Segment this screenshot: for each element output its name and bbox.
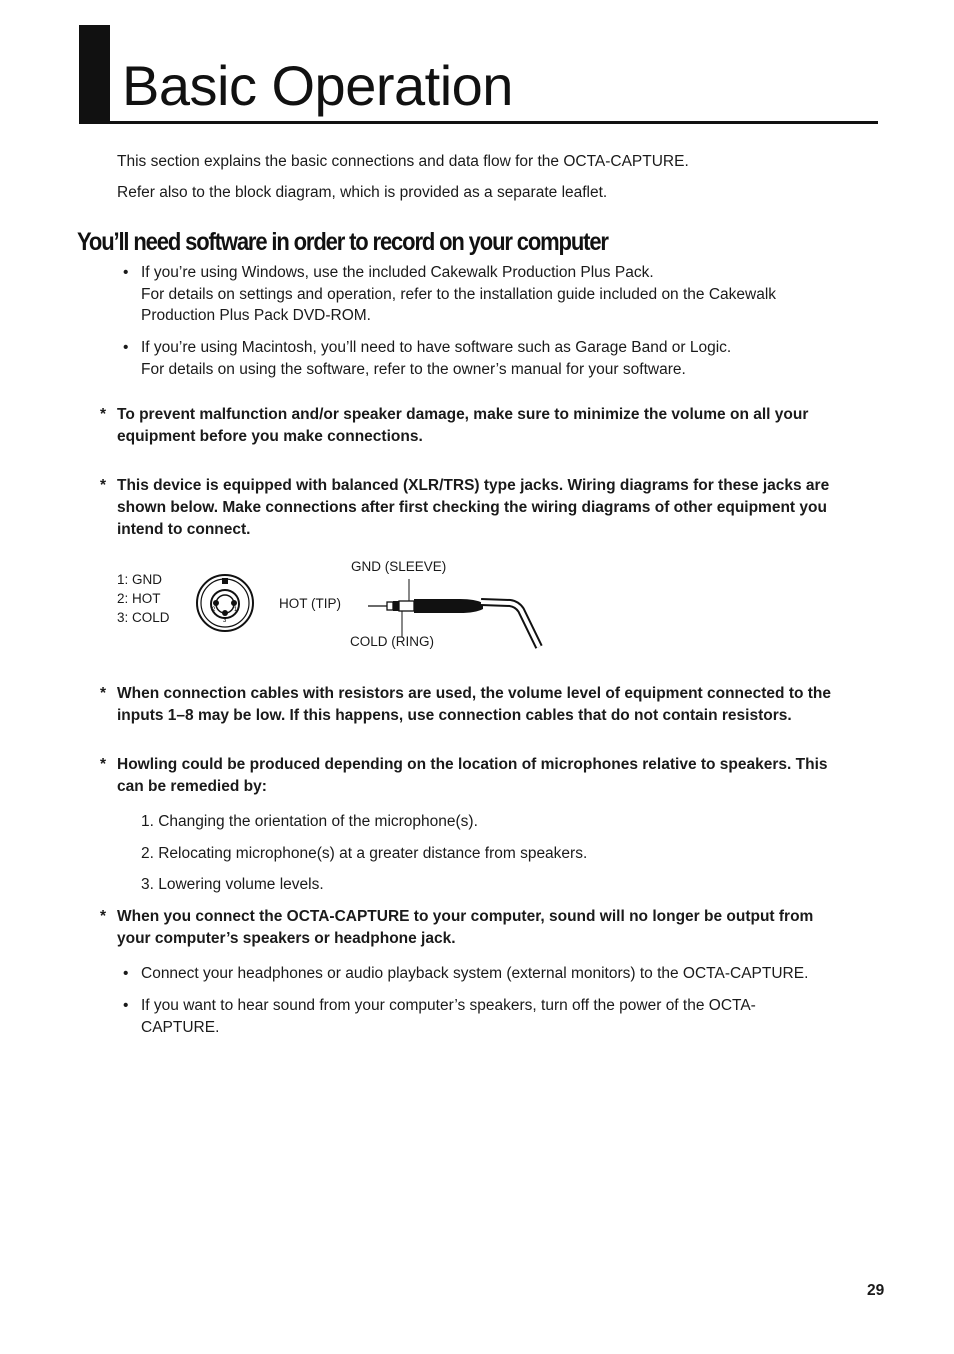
trs-hot-label: HOT (TIP) [279,596,341,611]
note-line: inputs 1–8 may be low. If this happens, use connection cables that do not contain resistors. [117,707,792,724]
xlr-pin-1-label: 1: GND [117,572,163,587]
note-line: your computer’s speakers or headphone jack. [117,930,456,947]
bullet-line: If you’re using Windows, use the included Cakewalk Production Plus Pack. [141,264,654,281]
note-line: can be remedied by: [117,778,267,795]
title-rule [79,121,878,124]
xlr-pin-number: 3 [223,618,227,624]
note-line: Howling could be produced depending on the location of microphones relative to speakers. This [117,756,828,773]
xlr-pin-2-label: 2: HOT [117,591,161,606]
bullet-dot: • [123,264,129,281]
bullet-dot: • [123,339,129,356]
trs-plug-icon [365,575,545,651]
howling-step-3: 3. Lowering volume levels. [141,876,324,893]
note-line: This device is equipped with balanced (XLR/TRS) type jacks. Wiring diagrams for these jacks are [117,477,830,494]
intro-line-1: This section explains the basic connections and data flow for the OCTA-CAPTURE. [117,153,689,170]
trs-gnd-label: GND (SLEEVE) [351,559,447,574]
bullet-dot: • [123,997,129,1014]
xlr-pin-number: 1 [234,607,238,613]
note-asterisk: * [100,756,107,773]
note-asterisk: * [100,685,107,702]
title-bar [79,25,110,123]
bullet-line: Connect your headphones or audio playback system (external monitors) to the OCTA-CAPTURE. [141,965,809,982]
note-line: equipment before you make connections. [117,428,423,445]
note-line: To prevent malfunction and/or speaker damage, make sure to minimize the volume on all your [117,406,809,423]
page-title: Basic Operation [122,54,513,117]
bullet-line: For details on settings and operation, refer to the installation guide included on the Cakewalk [141,286,777,303]
bullet-line: Production Plus Pack DVD-ROM. [141,307,371,324]
bullet-line: If you want to hear sound from your computer’s speakers, turn off the power of the OCTA- [141,997,756,1014]
xlr-pin-number: 2 [212,607,216,613]
section-heading: You’ll need software in order to record on your computer [77,228,608,256]
bullet-line: If you’re using Macintosh, you’ll need to have software such as Garage Band or Logic. [141,339,732,356]
page-number: 29 [867,1282,885,1299]
howling-step-1: 1. Changing the orientation of the microphone(s). [141,813,478,830]
xlr-jack-icon [195,573,257,633]
bullet-dot: • [123,965,129,982]
intro-line-2: Refer also to the block diagram, which is provided as a separate leaflet. [117,184,608,201]
note-asterisk: * [100,406,107,423]
bullet-line: For details on using the software, refer to the owner’s manual for your software. [141,361,686,378]
note-asterisk: * [100,477,107,494]
note-line: intend to connect. [117,521,251,538]
note-line: shown below. Make connections after first checking the wiring diagrams of other equipment you [117,499,827,516]
note-line: When you connect the OCTA-CAPTURE to your computer, sound will no longer be output from [117,908,814,925]
note-line: When connection cables with resistors are used, the volume level of equipment connected to the [117,685,832,702]
note-asterisk: * [100,908,107,925]
trs-cold-label: COLD (RING) [350,634,434,649]
bullet-line: CAPTURE. [141,1019,220,1036]
xlr-pin-3-label: 3: COLD [117,610,170,625]
howling-step-2: 2. Relocating microphone(s) at a greater distance from speakers. [141,845,588,862]
